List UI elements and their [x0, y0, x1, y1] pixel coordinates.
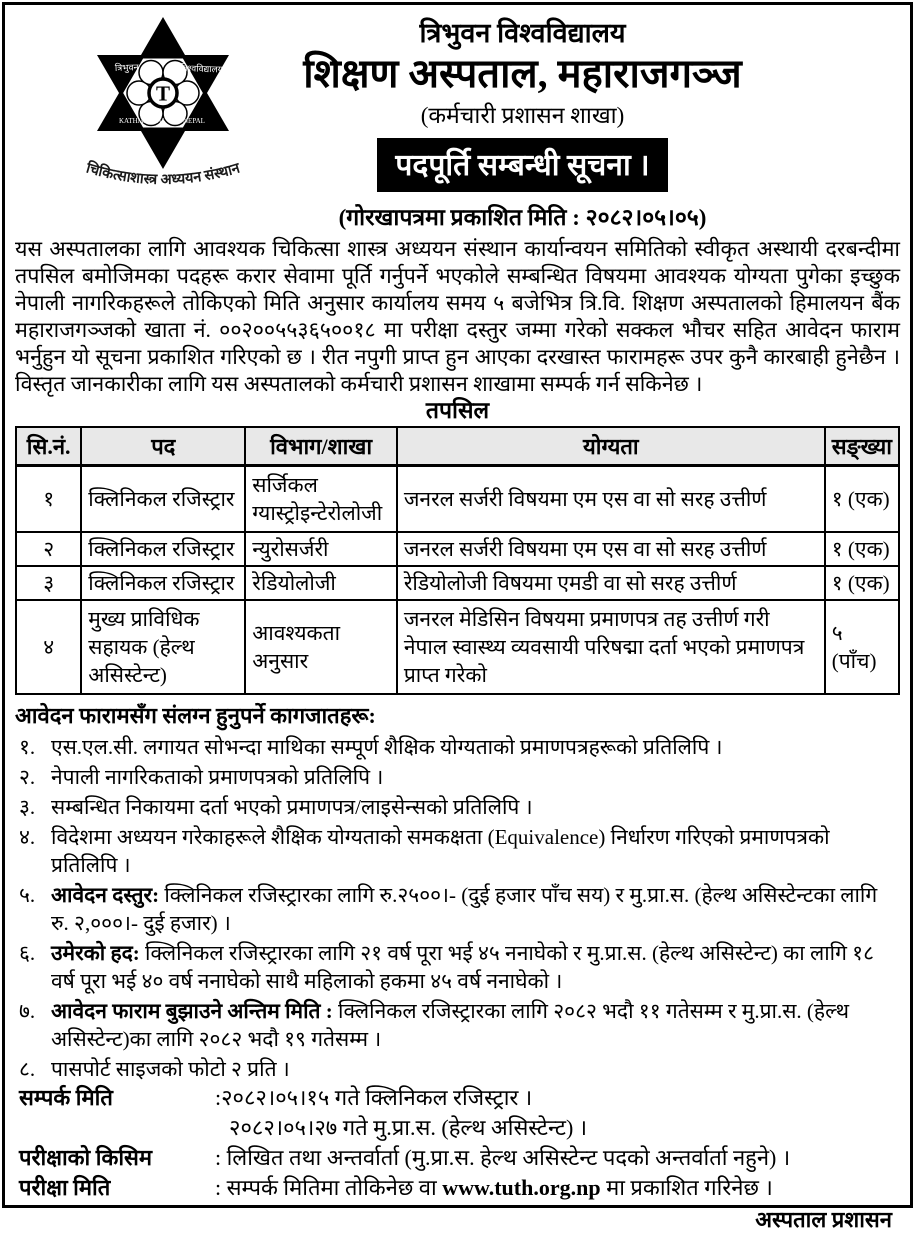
cell-count: १ (एक): [825, 532, 899, 566]
list-item-number: २.: [19, 764, 36, 789]
list-item-number: ४.: [19, 824, 36, 849]
contact-date-value-1: :२०८२।०५।१५ गते क्लिनिकल रजिस्ट्रार ।: [215, 1084, 533, 1110]
exam-date-text-post: मा प्रकाशित गरिनेछ ।: [600, 1174, 773, 1200]
list-item-number: ३.: [19, 794, 36, 819]
hospital-name: शिक्षण अस्पताल, महाराजगञ्ज: [303, 51, 742, 96]
vacancy-table: [15, 426, 900, 695]
col-header-count: सङ्ख्या: [825, 427, 899, 465]
cell-count: १ (एक): [825, 465, 899, 532]
contact-date-row-2: [15, 1113, 900, 1143]
contact-date-row: [15, 1083, 900, 1113]
cell-position: क्लिनिकल रजिस्ट्रार: [81, 465, 245, 532]
cell-sn: ४: [16, 600, 81, 694]
list-item-6: [15, 939, 900, 995]
list-item-number: ७.: [19, 998, 36, 1023]
list-item-text: क्लिनिकल रजिस्ट्रारका लागि रु.२५००।- (दुई हजार पाँच सय) र मु.प्रा.स. (हेल्थ असिस्टेन्टका लागि रु. २,०००।- दुई हजार) ।: [51, 882, 878, 935]
document-header: [15, 9, 900, 232]
institute-logo: [23, 11, 303, 201]
col-header-department: विभाग/शाखा: [245, 427, 397, 465]
list-item-number: ६.: [19, 940, 36, 965]
list-item-text: पासपोर्ट साइजको फोटो २ प्रति ।: [51, 1056, 290, 1081]
cell-sn: ३: [16, 566, 81, 600]
schedule-heading: तपसिल: [425, 398, 490, 423]
required-documents-section: [15, 701, 900, 1083]
list-item-text: क्लिनिकल रजिस्ट्रारका लागि २१ वर्ष पूरा भई ४५ ननाघेको र मु.प्रा.स. (हेल्थ असिस्टेन्ट) का लागि १८ वर्ष पूरा भई ४० वर्ष ननाघेको साथै महिलाको हकमा ४५ वर्ष ननाघेको ।: [51, 940, 875, 993]
list-item-7: [15, 997, 900, 1053]
list-item-number: ५.: [19, 882, 36, 907]
logo-monogram: T: [155, 81, 171, 106]
exam-type-value: : लिखित तथा अन्तर्वार्ता (मु.प्रा.स. हेल्थ असिस्टेन्ट पदको अन्तर्वार्ता नहुने) ।: [215, 1144, 791, 1170]
cell-department: आवश्यकता अनुसार: [245, 600, 397, 694]
cell-position: क्लिनिकल रजिस्ट्रार: [81, 566, 245, 600]
logo-arc-text: चिकित्साशास्त्र अध्ययन संस्थान: [84, 160, 242, 189]
list-item-3: [15, 793, 900, 821]
list-item-5: [15, 881, 900, 937]
cell-department: न्युरोसर्जरी: [245, 532, 397, 566]
exam-date-text-pre: : सम्पर्क मितिमा तोकिनेछ वा: [215, 1174, 443, 1200]
table-header-row: [16, 427, 899, 465]
exam-type-label: परीक्षाको किसिम: [19, 1144, 153, 1170]
cell-sn: २: [16, 532, 81, 566]
tu-iom-logo-graphic: [23, 11, 303, 201]
list-item-2: [15, 763, 900, 791]
cell-count: १ (एक): [825, 566, 899, 600]
exam-date-row: [15, 1173, 900, 1203]
table-row: [16, 532, 899, 566]
cell-qualification: जनरल मेडिसिन विषयमा प्रमाणपत्र तह उत्तीर्ण गरी नेपाल स्वास्थ्य व्यवसायी परिषद्मा दर्ता भएको प्रमाणपत्र प्राप्त गरेको: [397, 600, 825, 694]
table-row: [16, 566, 899, 600]
logo-band-left-text: त्रिभुवन: [114, 62, 139, 73]
documents-heading: आवेदन फारामसँग संलग्न हुनुपर्ने कागजातहरू:: [15, 702, 376, 728]
cell-qualification: जनरल सर्जरी विषयमा एम एस वा सो सरह उत्तीर्ण: [397, 532, 825, 566]
col-header-qualification: योग्यता: [397, 427, 825, 465]
footer-section: [15, 1083, 900, 1235]
table-row: [16, 600, 899, 694]
cell-qualification: जनरल सर्जरी विषयमा एम एस वा सो सरह उत्तीर्ण: [397, 465, 825, 532]
list-item-text: सम्बन्धित निकायमा दर्ता भएको प्रमाणपत्र/लाइसेन्सको प्रतिलिपि ।: [51, 794, 533, 819]
table-row: [16, 465, 899, 532]
cell-position: मुख्य प्राविधिक सहायक (हेल्थ असिस्टेन्ट): [81, 600, 245, 694]
notice-body-paragraph: यस अस्पतालका लागि आवश्यक चिकित्सा शास्त्र अध्ययन संस्थान कार्यान्वयन समितिको स्वीकृत अस्थायी दरबन्दीमा तपसिल बमोजिमका पदहरू करार सेवामा पूर्ति गर्नुपर्ने भएकोले सम्बन्धित विषयमा आवश्यक योग्यता पुगेका इच्छुक नेपाली नागरिकहरूले तोकिएको मिति अनुसार कार्यालय समय ५ बजेभित्र त्रि.वि. शिक्षण अस्पतालको हिमालयन बैंक महाराजगञ्जको खाता नं. ००२००५५३६५००१८ मा परीक्षा दस्तुर जम्मा गरेको सक्कल भौचर सहित आवेदन फाराम भर्नुहुन यो सूचना प्रकाशित गरिएको छ । रीत नपुगी प्राप्त हुन आएका दरखास्त फारामहरू उपर कुनै कारबाही हुनेछैन । विस्तृत जानकारीका लागि यस अस्पतालको कर्मचारी प्रशासन शाखामा सम्पर्क गर्न सकिनेछ ।: [15, 237, 900, 396]
published-date-line: (गोरखापत्रमा प्रकाशित मिति : २०८२।०५।०५): [338, 205, 707, 230]
cell-sn: १: [16, 465, 81, 532]
website-url: www.tuth.org.np: [442, 1174, 601, 1200]
exam-date-value: [215, 1173, 900, 1203]
logo-band-bottom-left-text: KATHMANDU: [119, 117, 165, 125]
cell-position: क्लिनिकल रजिस्ट्रार: [81, 532, 245, 566]
list-item-text: नेपाली नागरिकताको प्रमाणपत्रको प्रतिलिपि ।: [51, 764, 384, 789]
cell-department: सर्जिकल ग्यास्ट्रोइन्टेरोलोजी: [245, 465, 397, 532]
cell-count: ५ (पाँच): [825, 600, 899, 694]
exam-type-row: [15, 1143, 900, 1173]
logo-band-bottom-right-text: NEPAL: [183, 117, 205, 125]
list-item-text: विदेशमा अध्ययन गरेकाहरूले शैक्षिक योग्यताको समकक्षता (Equivalence) निर्धारण गरिएको प्रमाणपत्रको प्रतिलिपि ।: [51, 824, 830, 877]
cell-department: रेडियोलोजी: [245, 566, 397, 600]
col-header-sn: सि.नं.: [16, 427, 81, 465]
col-header-position: पद: [81, 427, 245, 465]
list-item-number: १.: [19, 734, 36, 759]
signature-line: अस्पताल प्रशासन: [755, 1206, 892, 1232]
logo-band-right-text: विश्वविद्यालय: [179, 63, 224, 75]
list-item-number: ८.: [19, 1056, 36, 1081]
contact-date-value-2: २०८२।०५।२७ गते मु.प्रा.स. (हेल्थ असिस्टेन्ट) ।: [229, 1114, 588, 1140]
list-item-lead: आवेदन फाराम बुझाउने अन्तिम मिति :: [51, 998, 333, 1023]
exam-date-label: परीक्षा मिति: [19, 1174, 111, 1200]
branch-name: (कर्मचारी प्रशासन शाखा): [420, 103, 625, 128]
list-item-lead: आवेदन दस्तुर:: [51, 882, 160, 907]
list-item-text: क्लिनिकल रजिस्ट्रारका लागि २०८२ भदौ ११ गतेसम्म र मु.प्रा.स. (हेल्थ असिस्टेन्ट)का लागि २०८२ भदौ १९ गतेसम्म ।: [51, 998, 849, 1051]
university-name: त्रिभुवन विश्वविद्यालय: [419, 18, 626, 48]
list-item-lead: उमेरको हद:: [51, 940, 140, 965]
list-item-8: [15, 1055, 900, 1083]
cell-qualification: रेडियोलोजी विषयमा एमडी वा सो सरह उत्तीर्ण: [397, 566, 825, 600]
list-item-text: एस.एल.सी. लगायत सोभन्दा माथिका सम्पूर्ण शैक्षिक योग्यताको प्रमाणपत्रहरूको प्रतिलिपि ।: [51, 734, 723, 759]
list-item-4: [15, 823, 900, 879]
contact-date-label: सम्पर्क मिति: [19, 1084, 113, 1110]
vacancy-notice-document: [2, 2, 913, 1232]
list-item-1: [15, 733, 900, 761]
notice-title-banner: पदपूर्ति सम्बन्धी सूचना ।: [377, 138, 667, 192]
